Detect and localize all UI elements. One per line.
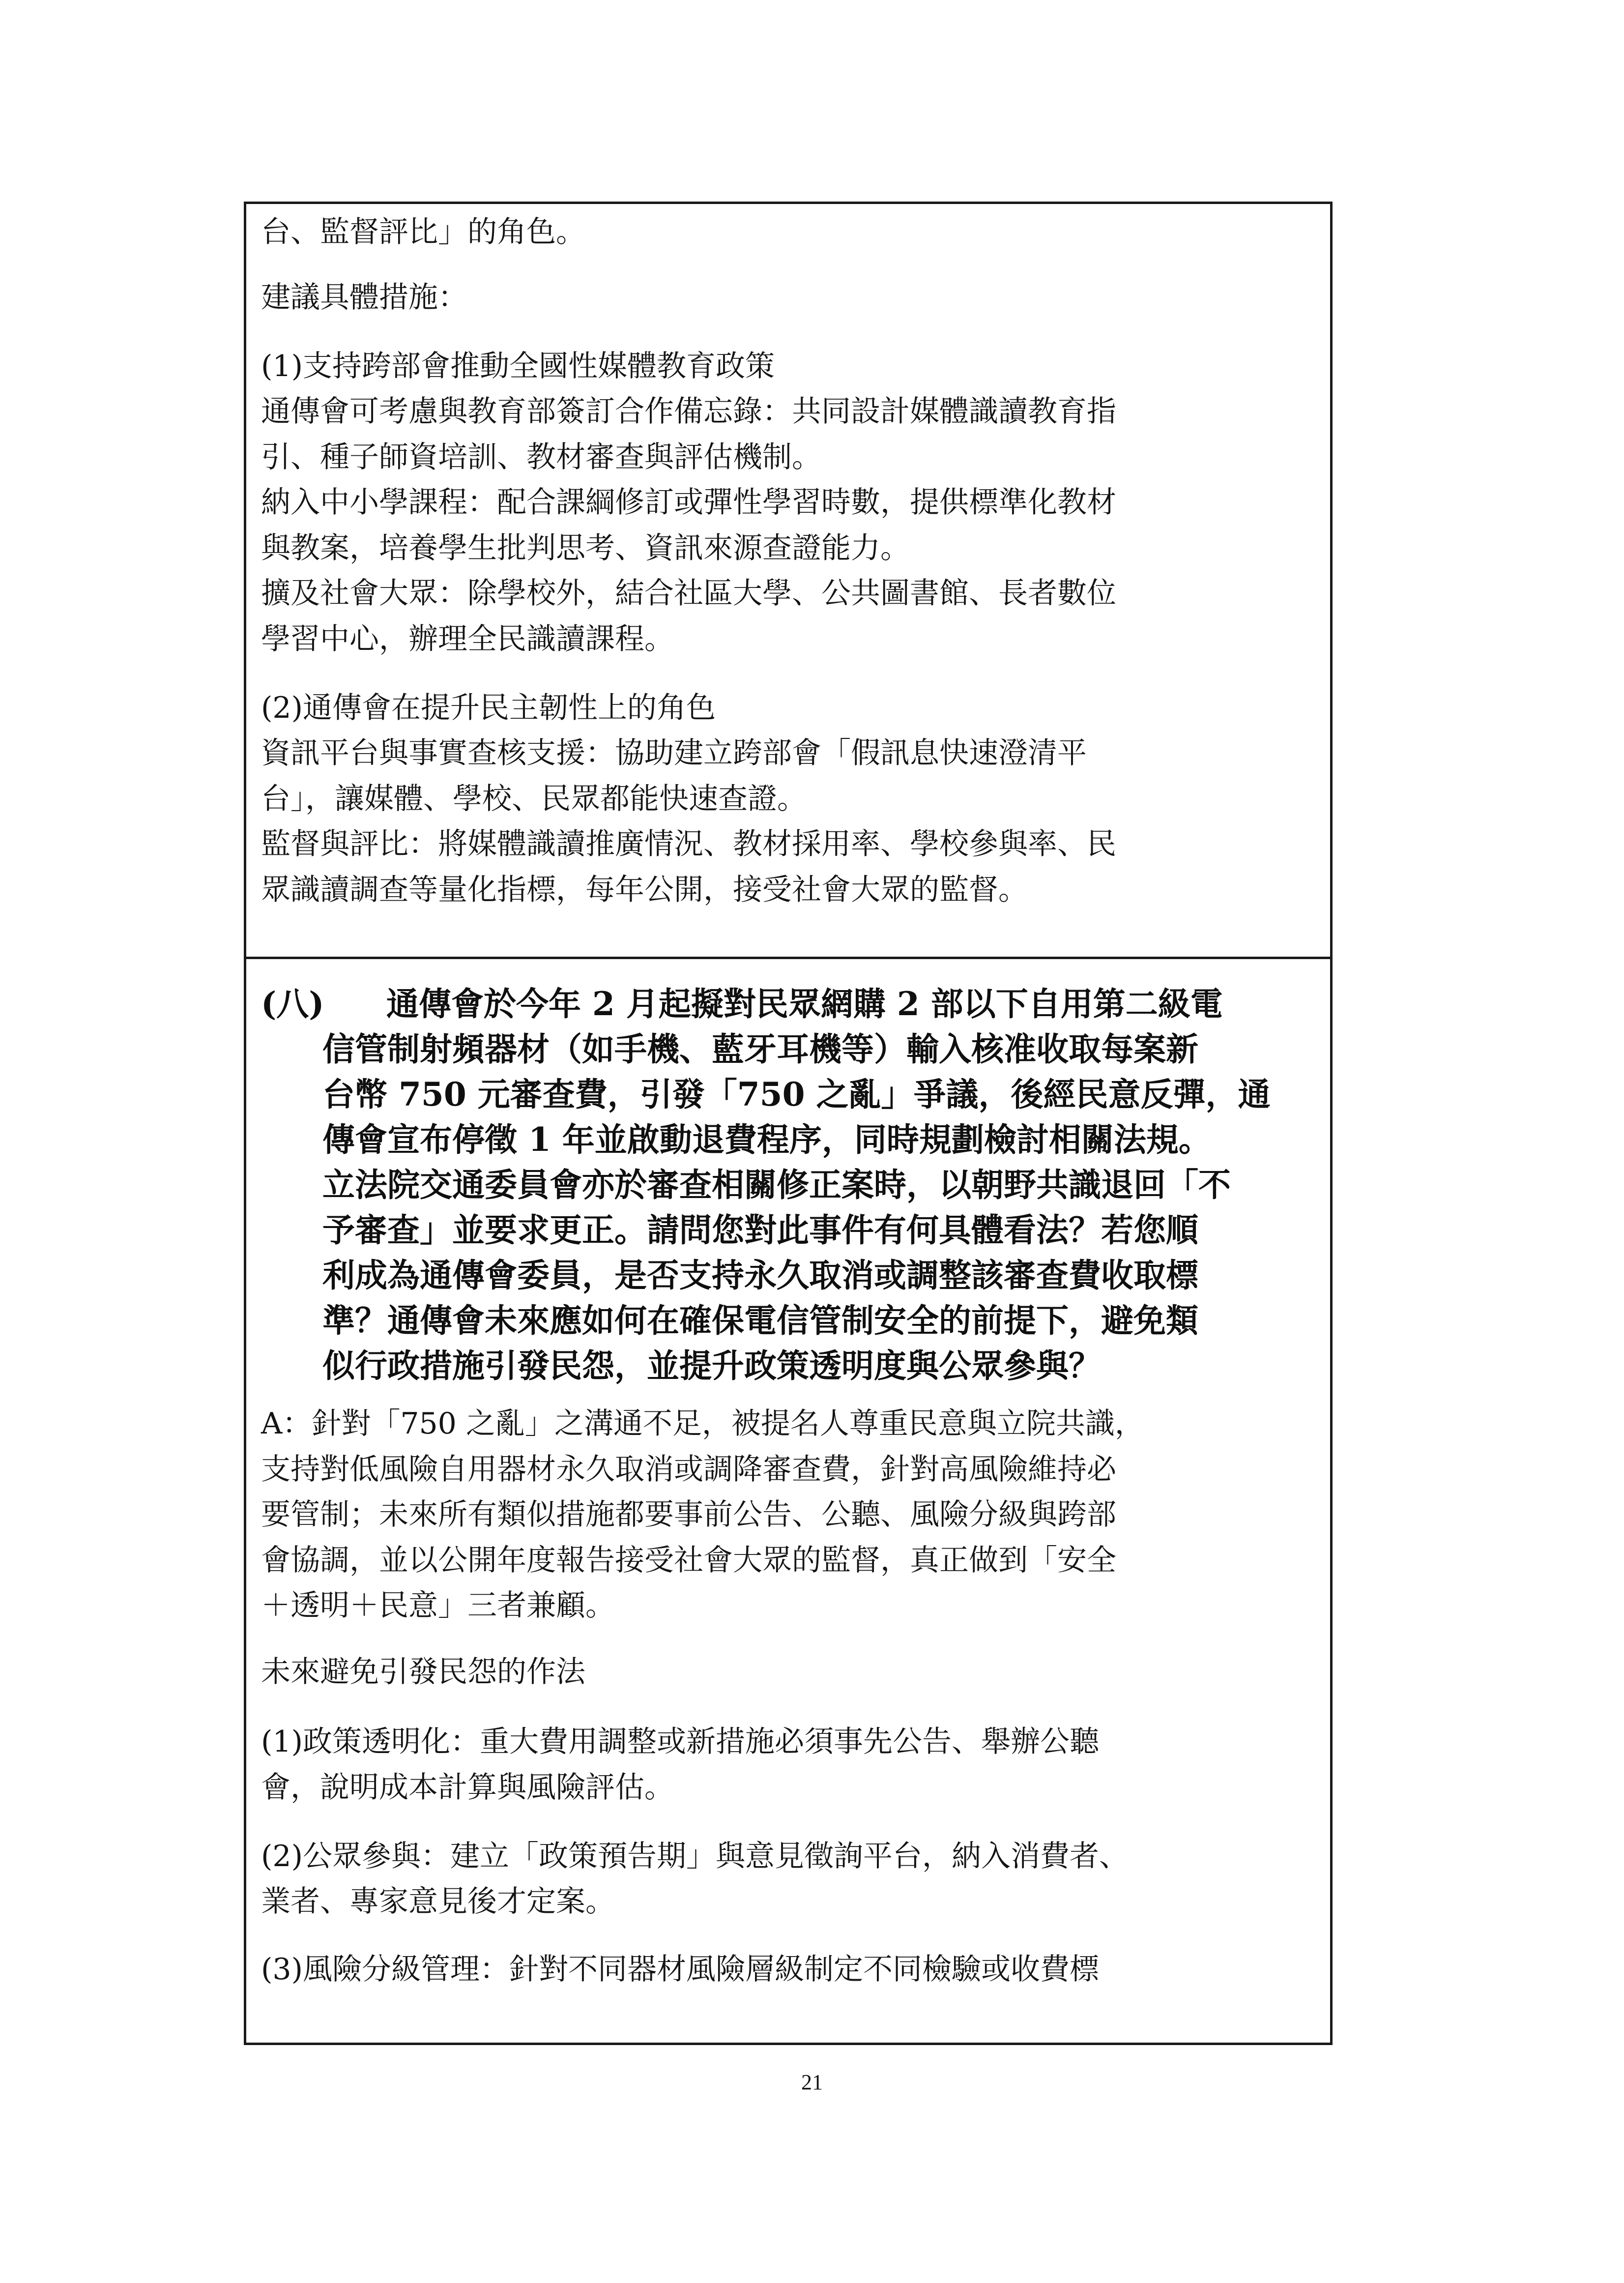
text-line: 擴及社會大眾：除學校外，結合社區大學、公共圖書館、長者數位 [261, 576, 1116, 611]
question-line: 利成為通傳會委員，是否支持永久取消或調整該審查費收取標 [322, 1256, 1198, 1294]
question-line: 予審查」並要求更正。請問您對此事件有何具體看法？若您順 [322, 1211, 1198, 1249]
text-line: 資訊平台與事實查核支援：協助建立跨部會「假訊息快速澄清平 [261, 736, 1087, 770]
question-line: 似行政措施引發民怨，並提升政策透明度與公眾參與？ [322, 1346, 1101, 1385]
section-heading: 未來避免引發民怨的作法 [261, 1655, 585, 1689]
answer-line: 要管制；未來所有類似措施都要事前公告、公聽、風險分級與跨部 [261, 1497, 1116, 1532]
question-line: 傳會宣布停徵 1 年並啟動退費程序，同時規劃檢討相關法規。 [322, 1120, 1211, 1159]
answer-line: A：針對「750 之亂」之溝通不足，被提名人尊重民意與立院共識， [261, 1406, 1144, 1441]
text-line: 引、種子師資培訓、教材審查與評估機制。 [261, 440, 821, 474]
question-line: 通傳會於今年 2 月起擬對民眾網購 2 部以下自用第二級電 [386, 985, 1223, 1023]
text-line: 與教案，培養學生批判思考、資訊來源查證能力。 [261, 531, 910, 565]
question-line: 立法院交通委員會亦於審查相關修正案時，以朝野共識退回「不 [322, 1166, 1231, 1204]
text-line: 通傳會可考慮與教育部簽訂合作備忘錄：共同設計媒體識讀教育指 [261, 394, 1116, 429]
text-line: (2)通傳會在提升民主韌性上的角色 [261, 691, 716, 725]
question-number: (八) [261, 985, 324, 1023]
text-line: 台、監督評比」的角色。 [261, 215, 585, 249]
answer-line: 會協調，並以公開年度報告接受社會大眾的監督，真正做到「安全 [261, 1543, 1116, 1578]
answer-line: (1)政策透明化：重大費用調整或新措施必須事先公告、舉辦公聽 [261, 1725, 1099, 1759]
text-line: 建議具體措施： [261, 280, 467, 315]
text-line: 眾識讀調查等量化指標，每年公開，接受社會大眾的監督。 [261, 873, 1028, 907]
answer-line: (3)風險分級管理：針對不同器材風險層級制定不同檢驗或收費標 [261, 1952, 1099, 1987]
question-answer-cell [246, 959, 1330, 2043]
content-table [244, 202, 1333, 2045]
answer-line: ＋透明＋民意」三者兼顧。 [261, 1588, 615, 1623]
question-line: 信管制射頻器材（如手機、藍牙耳機等）輸入核准收取每案新 [322, 1030, 1198, 1068]
text-line: 監督與評比：將媒體識讀推廣情況、教材採用率、學校參與率、民 [261, 827, 1116, 861]
question-line: 準？通傳會未來應如何在確保電信管制安全的前提下，避免類 [322, 1301, 1198, 1340]
answer-line: 業者、專家意見後才定案。 [261, 1884, 615, 1919]
policy-cell [246, 204, 1330, 959]
text-line: 納入中小學課程：配合課綱修訂或彈性學習時數，提供標準化教材 [261, 485, 1116, 520]
page-number: 21 [801, 2070, 823, 2094]
text-line: 台」，讓媒體、學校、民眾都能快速查證。 [261, 782, 807, 816]
question-line: 台幣 750 元審查費，引發「750 之亂」爭議，後經民意反彈，通 [322, 1075, 1271, 1113]
answer-line: (2)公眾參與：建立「政策預告期」與意見徵詢平台，納入消費者、 [261, 1839, 1129, 1873]
answer-line: 支持對低風險自用器材永久取消或調降審查費，針對高風險維持必 [261, 1452, 1116, 1487]
text-line: (1)支持跨部會推動全國性媒體教育政策 [261, 349, 775, 383]
text-line: 學習中心，辦理全民識讀課程。 [261, 622, 674, 656]
answer-line: 會，說明成本計算與風險評估。 [261, 1770, 674, 1805]
